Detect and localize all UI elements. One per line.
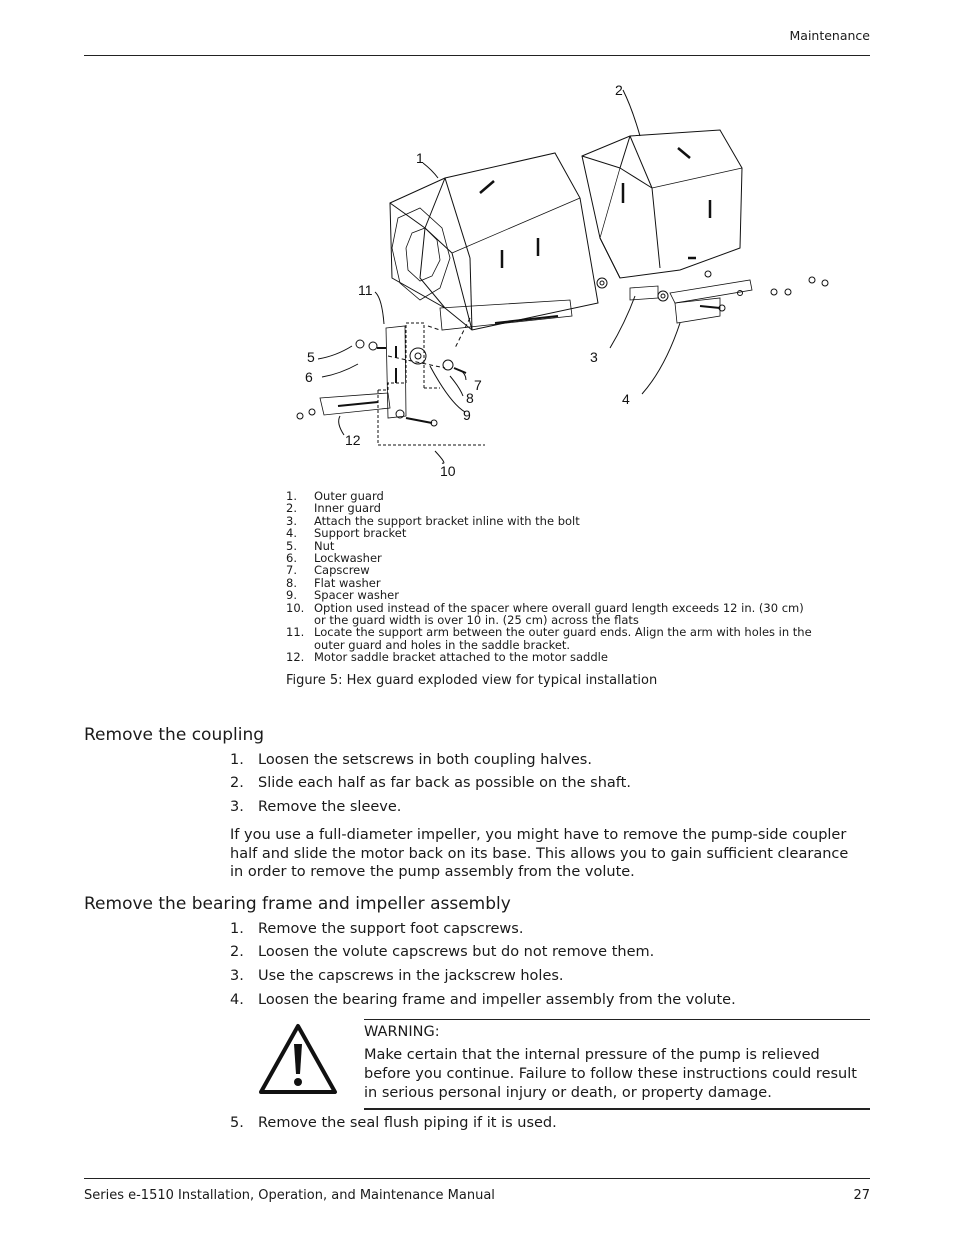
legend-item: 6. Lockwasher [286, 551, 382, 566]
list-item: 3. Use the capscrews in the jackscrew holes. [230, 967, 564, 984]
list-item: 2. Slide each half as far back as possible on the shaft. [230, 775, 631, 792]
running-header: Maintenance [789, 28, 870, 43]
legend-item: 8. Flat washer [286, 575, 381, 590]
bearing-steps [230, 917, 736, 1011]
callout-6: 6 [305, 369, 313, 385]
callout-9: 9 [463, 407, 471, 423]
legend-item: 7. Capscrew [286, 563, 370, 578]
coupling-note: If you use a full-diameter impeller, you might have to remove the pump-side coupler half and slide the motor back on its base. This allows you to gain sufficient clearance in order to remove the pump assembly from the volute. [230, 827, 849, 880]
header-rule [84, 55, 870, 56]
callout-7: 7 [474, 377, 482, 393]
legend-item: 1. Outer guard [286, 489, 384, 503]
figure-caption: Figure 5: Hex guard exploded view for typical installation [286, 673, 658, 688]
legend-item: 10. Option used instead of the spacer where overall guard length exceeds 12 in. (30 cm) or the guard width is over 10 in. (25 cm) across the flats [286, 600, 804, 628]
footer-manual-title: Series e-1510 Installation, Operation, and Maintenance Manual [84, 1188, 495, 1203]
callout-5: 5 [307, 349, 315, 365]
legend-item: 12. Motor saddle bracket attached to the motor saddle [286, 650, 608, 665]
callout-8: 8 [466, 390, 474, 406]
footer-rule [84, 1178, 870, 1179]
callout-10: 10 [440, 463, 456, 479]
callout-12: 12 [345, 432, 361, 448]
figure-legend [286, 490, 814, 664]
warning-body: Make certain that the internal pressure of the pump is relieved before you continue. Failure to follow these instructions could result in serious personal injury or death, or property damage. [364, 1047, 857, 1101]
page-number: 27 [853, 1188, 870, 1203]
bearing-steps-continued [230, 1111, 557, 1135]
list-item: 3. Remove the sleeve. [230, 798, 402, 815]
list-item: 1. Loosen the setscrews in both coupling halves. [230, 751, 592, 768]
list-item: 4. Loosen the bearing frame and impeller assembly from the volute. [230, 991, 736, 1008]
warning-rule-top [364, 1019, 870, 1020]
legend-item: 9. Spacer washer [286, 588, 399, 603]
warning-title: WARNING: [364, 1024, 440, 1040]
list-item: 5. Remove the seal flush piping if it is used. [230, 1114, 557, 1131]
legend-item: 4. Support bracket [286, 526, 407, 541]
callout-4: 4 [622, 391, 630, 407]
legend-item: 11. Locate the support arm between the outer guard ends. Align the arm with holes in the outer guard and holes in the saddle bracket. [286, 625, 812, 652]
callout-2: 2 [615, 82, 623, 98]
list-item: 1. Remove the support foot capscrews. [230, 920, 524, 937]
heading-remove-coupling: Remove the coupling [84, 725, 265, 745]
hex-guard-exploded-diagram [280, 78, 840, 488]
callout-3: 3 [590, 349, 598, 365]
legend-item: 2. Inner guard [286, 501, 381, 516]
heading-remove-bearing-frame: Remove the bearing frame and impeller assembly [84, 894, 511, 914]
callout-11: 11 [358, 282, 373, 298]
list-item: 2. Loosen the volute capscrews but do not remove them. [230, 944, 655, 961]
legend-item: 3. Attach the support bracket inline with the bolt [286, 513, 580, 528]
coupling-steps [230, 748, 631, 819]
warning-rule-bottom [364, 1108, 870, 1110]
warning-triangle-icon [258, 1022, 338, 1096]
legend-item: 5. Nut [286, 538, 335, 553]
callout-1: 1 [416, 150, 424, 166]
